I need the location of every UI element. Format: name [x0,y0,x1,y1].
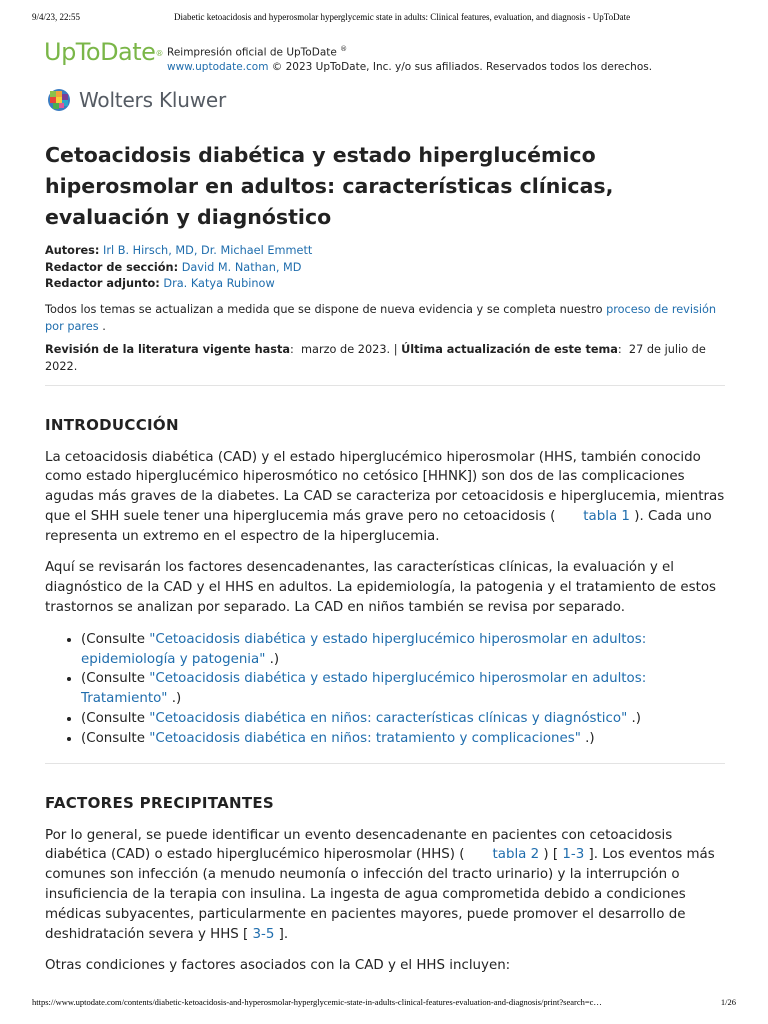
intro-p1-end: ). Cada uno representa un extremo en el espectro de la hiperglucemia. [45,508,712,544]
precipitants-p1-end: ]. [278,926,289,942]
article-title: Cetoacidosis diabética y estado hiperglucémico hiperosmolar en adultos: características clínicas, evaluación y diagnóstico [45,143,614,229]
last-update-label: Última actualización de este tema [401,342,618,356]
reprint-line: Reimpresión oficial de UpToDate [167,46,337,59]
list-item [81,630,725,670]
article-meta [45,243,725,293]
deputy-editor-link[interactable]: Dra. Katya Rubinow [163,277,275,290]
wolters-kluwer-logo [44,88,226,112]
list-item-suffix: .) [265,651,280,667]
list-item-prefix: (Consulte [81,631,150,647]
last-update-value: 27 de julio de 2022. [45,342,706,373]
wolters-kluwer-text: Wolters Kluwer [79,88,226,112]
print-date: 9/4/23, 22:55 [32,12,81,22]
table-1-link[interactable]: tabla 1 [583,508,630,524]
uptodate-logo-text: UpToDate [44,38,156,66]
precipitants-heading: FACTORES PRECIPITANTES [45,793,275,812]
article-content [45,140,725,976]
list-item-prefix: (Consulte [81,711,150,727]
authors-label: Autores: [45,244,100,257]
see-also-list [45,630,725,749]
list-item-prefix: (Consulte [81,730,150,746]
reprint-notice [167,42,652,74]
copyright-text: © 2023 UpToDate, Inc. y/o sus afiliados. Reservados todos los derechos. [271,60,653,73]
wolters-kluwer-mark-icon [44,88,74,112]
print-title: Diabetic ketoacidosis and hyperosmolar hyperglycemic state in adults: Clinical features, evaluation, and diagnosis - UpToDate [174,12,631,22]
site-link[interactable]: www.uptodate.com [167,60,269,73]
precipitants-paragraph-2: Otras condiciones y factores asociados con la CAD y el HHS incluyen: [45,958,511,974]
list-item [81,669,725,709]
reference-link-3-5[interactable]: 3-5 [252,926,275,942]
section-divider [45,763,725,764]
update-note [45,301,725,336]
see-also-link-adults-epidemiology[interactable]: "Cetoacidosis diabética y estado hiperglucémico hiperosmolar en adultos: epidemiología y patogenia" [81,631,647,667]
see-also-link-children-treatment[interactable]: "Cetoacidosis diabética en niños: tratamiento y complicaciones" [149,730,581,746]
reference-link-1-3[interactable]: 1-3 [562,847,585,863]
print-url: https://www.uptodate.com/contents/diabetic-ketoacidosis-and-hyperosmolar-hyperglycemic-state-in-adults-clinical-features-evaluation-and-diagnosis/print?search=c… [32,997,602,1007]
precipitants-p1-bracket: ) [ [543,847,559,863]
list-item-prefix: (Consulte [81,671,150,687]
section-editor-label: Redactor de sección: [45,260,179,274]
update-note-text: Todos los temas se actualizan a medida que se dispone de nueva evidencia y se completa nuestro [45,302,603,316]
precipitants-p1-text: Por lo general, se puede identificar un evento desencadenante en pacientes con cetoacidosis diabética (CAD) o estado hiperglucémico hiperosmolar (HHS) ( [45,827,673,863]
intro-heading: INTRODUCCIÓN [45,415,179,434]
peer-review-link[interactable]: proceso de revisión por pares [45,302,717,333]
precipitants-paragraph-1 [45,826,725,945]
lit-review-value: marzo de 2023. [301,342,391,356]
page-number: 1/26 [720,997,736,1007]
precipitants-p1-body: ]. Los eventos más comunes son infección (a menudo neumonía o infección del tracto urinario) y la interrupción o insuficiencia de la terapia con insulina. La ingesta de agua comprometida debido a condiciones médicas subyacentes, particularmente en pacientes mayores, puede promover el desarrollo de deshidratación severa y HHS [ [45,847,715,942]
list-item-suffix: .) [167,691,182,707]
review-dates: Revisión de la literatura vigente hasta: marzo de 2023. | Última actualización de este tema: 27 de julio de 2022. [45,342,706,373]
section-editor-link[interactable]: David M. Nathan, MD [181,260,302,274]
see-also-link-adults-treatment[interactable]: "Cetoacidosis diabética y estado hiperglucémico hiperosmolar en adultos: Tratamiento" [81,671,647,707]
list-item-suffix: .) [627,711,641,727]
deputy-editor-label: Redactor adjunto: [45,277,160,290]
update-note-end: . [102,320,106,333]
list-item-suffix: .) [580,730,595,746]
list-item [81,729,725,749]
uptodate-logo [44,38,163,66]
lit-review-label: Revisión de la literatura vigente hasta [45,342,291,356]
intro-p1-text: La cetoacidosis diabética (CAD) y el estado hiperglucémico hiperosmolar (HHS, también conocido como estado hiperglucémico hiperosmótico no cetósico [HHNK]) son dos de las complicaciones agudas más graves de la diabetes. La CAD se caracteriza por cetoacidosis e hiperglucemia, mientras que el SHH suele tener una hiperglucemia más grave pero no cetoacidosis ( [45,449,725,524]
see-also-link-children-diagnosis[interactable]: "Cetoacidosis diabética en niños: características clínicas y diagnóstico" [149,711,628,727]
table-2-link[interactable]: tabla 2 [492,847,540,863]
section-divider [45,385,725,386]
intro-paragraph-2: Aquí se revisarán los factores desencadenantes, las características clínicas, la evaluación y el diagnóstico de la CAD y el HHS en adultos. La epidemiología, la patogenia y el tratamiento de estos trastornos se analizan por separado. La CAD en niños también se revisa por separado. [45,560,717,616]
list-item [81,709,725,729]
registered-mark: ® [155,49,163,58]
reprint-registered-mark: ® [340,45,348,53]
intro-paragraph-1 [45,448,725,547]
authors-link[interactable]: Irl B. Hirsch, MD, Dr. Michael Emmett [103,244,313,257]
